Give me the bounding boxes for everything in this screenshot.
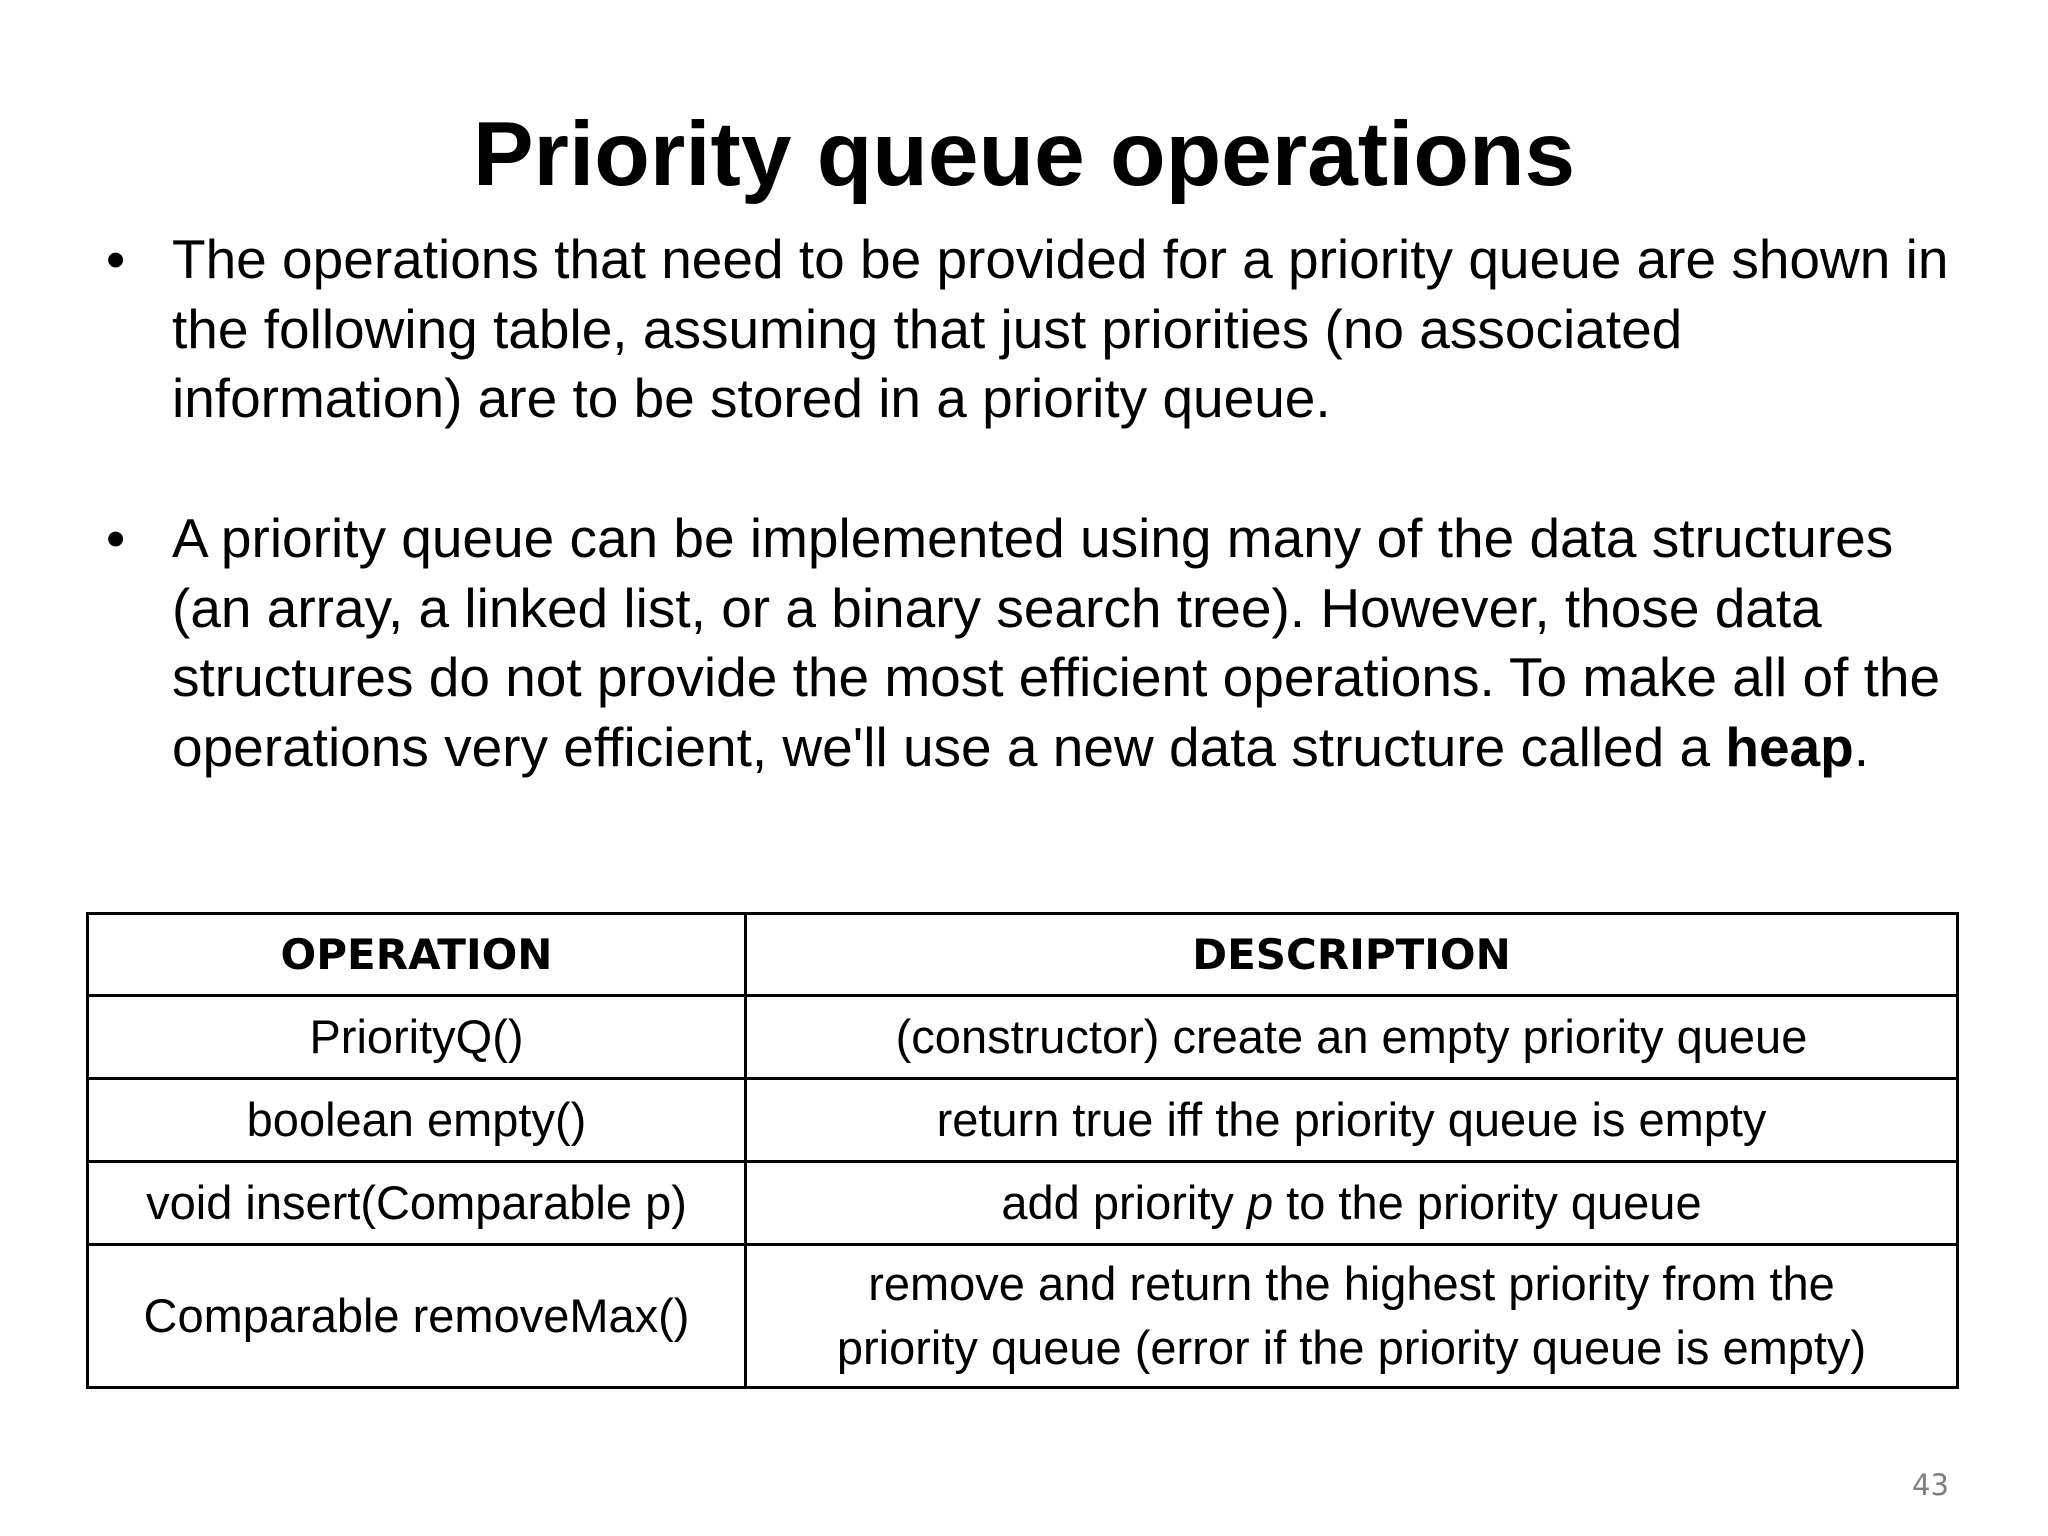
operations-table [86, 912, 1959, 1389]
description-cell: (constructor) create an empty priority queue [746, 996, 1958, 1079]
description-line: priority queue (error if the priority queue is empty) [836, 1321, 1867, 1374]
column-header-description: DESCRIPTION [746, 914, 1958, 996]
description-cell [746, 1245, 1958, 1388]
table-row [88, 996, 1958, 1079]
bullet-text-part: . [1853, 715, 1870, 778]
heap-term: heap [1725, 715, 1854, 778]
table-row [88, 1245, 1958, 1388]
table-row [88, 1079, 1958, 1162]
bullet-text-part: A priority queue can be implemented using many of the data structures (an array, a linked list, or a binary search tree). However, those data structures do not provide the most efficient operations. To make all of the operations very efficient, we'll use a new data structure called a [172, 507, 1941, 778]
column-header-operation: OPERATION [88, 914, 746, 996]
operation-cell: boolean empty() [88, 1079, 746, 1162]
description-cell: return true iff the priority queue is empty [746, 1079, 1958, 1162]
description-part: to the priority queue [1273, 1176, 1702, 1229]
bullet-icon: • [106, 228, 126, 290]
bullet-text [172, 504, 1952, 782]
description-param: p [1246, 1176, 1274, 1229]
bullet-text: The operations that need to be provided for a priority queue are shown in the following table, assuming that just priorities (no associated information) are to be stored in a priority queue. [172, 228, 1949, 429]
bullet-icon: • [106, 507, 126, 569]
operation-cell: void insert(Comparable p) [88, 1162, 746, 1245]
slide-title: Priority queue operations [472, 104, 1576, 205]
bullet-item [106, 504, 1952, 782]
description-cell [746, 1162, 1958, 1245]
bullet-item [106, 225, 1952, 434]
page-number: 43 [1912, 1468, 1949, 1502]
table-header-row [88, 914, 1958, 996]
description-part: add priority [1001, 1176, 1247, 1229]
operation-cell: PriorityQ() [88, 996, 746, 1079]
table-row [88, 1162, 1958, 1245]
operation-cell: Comparable removeMax() [88, 1245, 746, 1388]
description-line: remove and return the highest priority from the [868, 1257, 1835, 1310]
